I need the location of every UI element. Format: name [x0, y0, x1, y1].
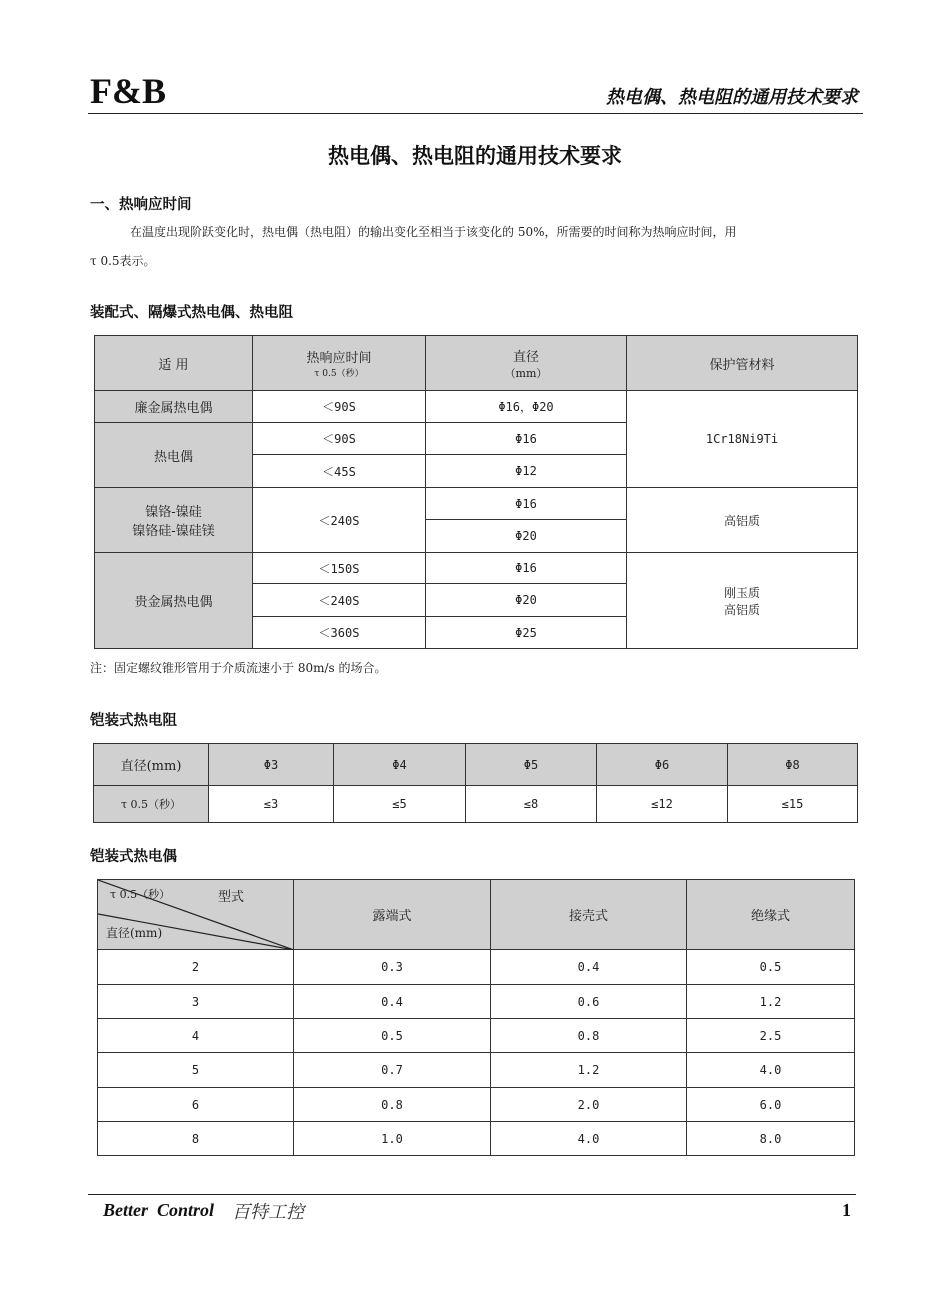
armored-rtd-table — [93, 743, 858, 823]
table1-heading: 装配式、隔爆式热电偶、热电阻 — [90, 305, 293, 321]
diameter-cell: Φ5 — [466, 744, 597, 786]
row-label-line: 镍铬-镍硅 — [145, 505, 202, 520]
row-label-response-time: τ 0.5（秒） — [94, 786, 209, 823]
value-cell: 0.7 — [294, 1053, 491, 1088]
material-line: 高铝质 — [723, 602, 760, 617]
section-heading-response-time: 一、热响应时间 — [90, 197, 192, 213]
header-divider — [88, 113, 863, 114]
diameter-cell: 2 — [98, 950, 294, 985]
column-header: 露端式 — [294, 880, 491, 950]
diameter-cell: 4 — [98, 1019, 294, 1053]
time-cell: ＜240S — [253, 584, 426, 617]
diameter-cell: Φ25 — [426, 617, 627, 649]
value-cell: 0.3 — [294, 950, 491, 985]
header-material: 保护管材料 — [627, 336, 858, 391]
value-cell: 1.2 — [491, 1053, 687, 1088]
diameter-cell: Φ20 — [426, 520, 627, 553]
value-cell: 0.4 — [491, 950, 687, 985]
row-label — [95, 488, 253, 553]
diameter-cell: 3 — [98, 985, 294, 1019]
value-cell: 4.0 — [491, 1122, 687, 1156]
header-diameter-unit: （mm） — [504, 366, 548, 380]
material-cell: 高铝质 — [627, 488, 858, 553]
diameter-cell: Φ16 — [426, 553, 627, 584]
corner-label-time: τ 0.5（秒） — [110, 888, 171, 901]
footer-brand-chinese: 百特工控 — [232, 1202, 304, 1223]
value-cell: 0.6 — [491, 985, 687, 1019]
page-title: 热电偶、热电阻的通用技术要求 — [328, 144, 622, 168]
time-cell: ＜360S — [253, 617, 426, 649]
value-cell: 0.5 — [687, 950, 855, 985]
material-cell: 1Cr18Ni9Ti — [627, 391, 858, 488]
value-cell: 0.8 — [294, 1088, 491, 1122]
footer-brand: Better Control — [103, 1200, 215, 1220]
time-cell: ≤15 — [728, 786, 858, 823]
header-response-time-unit: τ 0.5（秒） — [314, 369, 364, 379]
header-response-time-label: 热响应时间 — [306, 351, 372, 366]
value-cell: 2.0 — [491, 1088, 687, 1122]
column-header: 绝缘式 — [687, 880, 855, 950]
value-cell: 1.2 — [687, 985, 855, 1019]
brand-logo-text: F&B — [90, 71, 166, 111]
diameter-cell: Φ8 — [728, 744, 858, 786]
value-cell: 0.5 — [294, 1019, 491, 1053]
diameter-cell: 5 — [98, 1053, 294, 1088]
value-cell: 0.8 — [491, 1019, 687, 1053]
header-application: 适 用 — [95, 336, 253, 391]
diameter-cell: 8 — [98, 1122, 294, 1156]
material-line: 刚玉质 — [723, 585, 760, 600]
table3-heading: 铠装式热电偶 — [90, 849, 177, 865]
column-header: 接壳式 — [491, 880, 687, 950]
header-title: 热电偶、热电阻的通用技术要求 — [606, 87, 858, 108]
header-diameter-label: 直径 — [512, 349, 539, 365]
time-cell: ＜90S — [253, 423, 426, 455]
diameter-cell: Φ16，Φ20 — [426, 391, 627, 423]
time-cell: ≤3 — [209, 786, 334, 823]
armored-thermocouple-table — [97, 879, 855, 1156]
time-cell: ＜240S — [253, 488, 426, 553]
page-number: 1 — [842, 1200, 851, 1220]
time-cell: ＜150S — [253, 553, 426, 584]
diameter-cell: Φ3 — [209, 744, 334, 786]
diameter-cell: Φ16 — [426, 488, 627, 520]
diameter-cell: Φ16 — [426, 423, 627, 455]
paragraph-line-2: τ 0.5表示。 — [90, 254, 156, 268]
value-cell: 4.0 — [687, 1053, 855, 1088]
header-diameter — [426, 336, 627, 391]
time-cell: ≤12 — [597, 786, 728, 823]
row-label: 廉金属热电偶 — [95, 391, 253, 423]
corner-header-cell — [98, 880, 294, 950]
time-cell: ＜45S — [253, 455, 426, 488]
diameter-cell: Φ12 — [426, 455, 627, 488]
row-label-line: 镍铬硅-镍硅镁 — [132, 524, 215, 539]
diameter-cell: 6 — [98, 1088, 294, 1122]
corner-label-diameter: 直径(mm) — [106, 926, 163, 940]
diameter-cell: Φ20 — [426, 584, 627, 617]
value-cell: 1.0 — [294, 1122, 491, 1156]
diameter-cell: Φ6 — [597, 744, 728, 786]
corner-label-type: 型式 — [218, 890, 245, 905]
time-cell: ≤5 — [334, 786, 466, 823]
assembled-thermocouple-table — [94, 335, 858, 649]
row-label: 热电偶 — [95, 423, 253, 488]
value-cell: 8.0 — [687, 1122, 855, 1156]
note-text: 注：固定螺纹锥形管用于介质流速小于 80m/s 的场合。 — [90, 661, 387, 675]
time-cell: ≤8 — [466, 786, 597, 823]
paragraph-line-1: 在温度出现阶跃变化时，热电偶（热电阻）的输出变化至相当于该变化的 50%，所需要的时间称为热响应时间，用 — [130, 225, 737, 239]
footer-divider — [88, 1194, 856, 1195]
material-cell — [627, 553, 858, 649]
row-label: 贵金属热电偶 — [95, 553, 253, 649]
diameter-cell: Φ4 — [334, 744, 466, 786]
row-label-diameter: 直径(mm) — [94, 744, 209, 786]
value-cell: 0.4 — [294, 985, 491, 1019]
time-cell: ＜90S — [253, 391, 426, 423]
header-response-time — [253, 336, 426, 391]
table2-heading: 铠装式热电阻 — [90, 713, 177, 729]
value-cell: 2.5 — [687, 1019, 855, 1053]
value-cell: 6.0 — [687, 1088, 855, 1122]
